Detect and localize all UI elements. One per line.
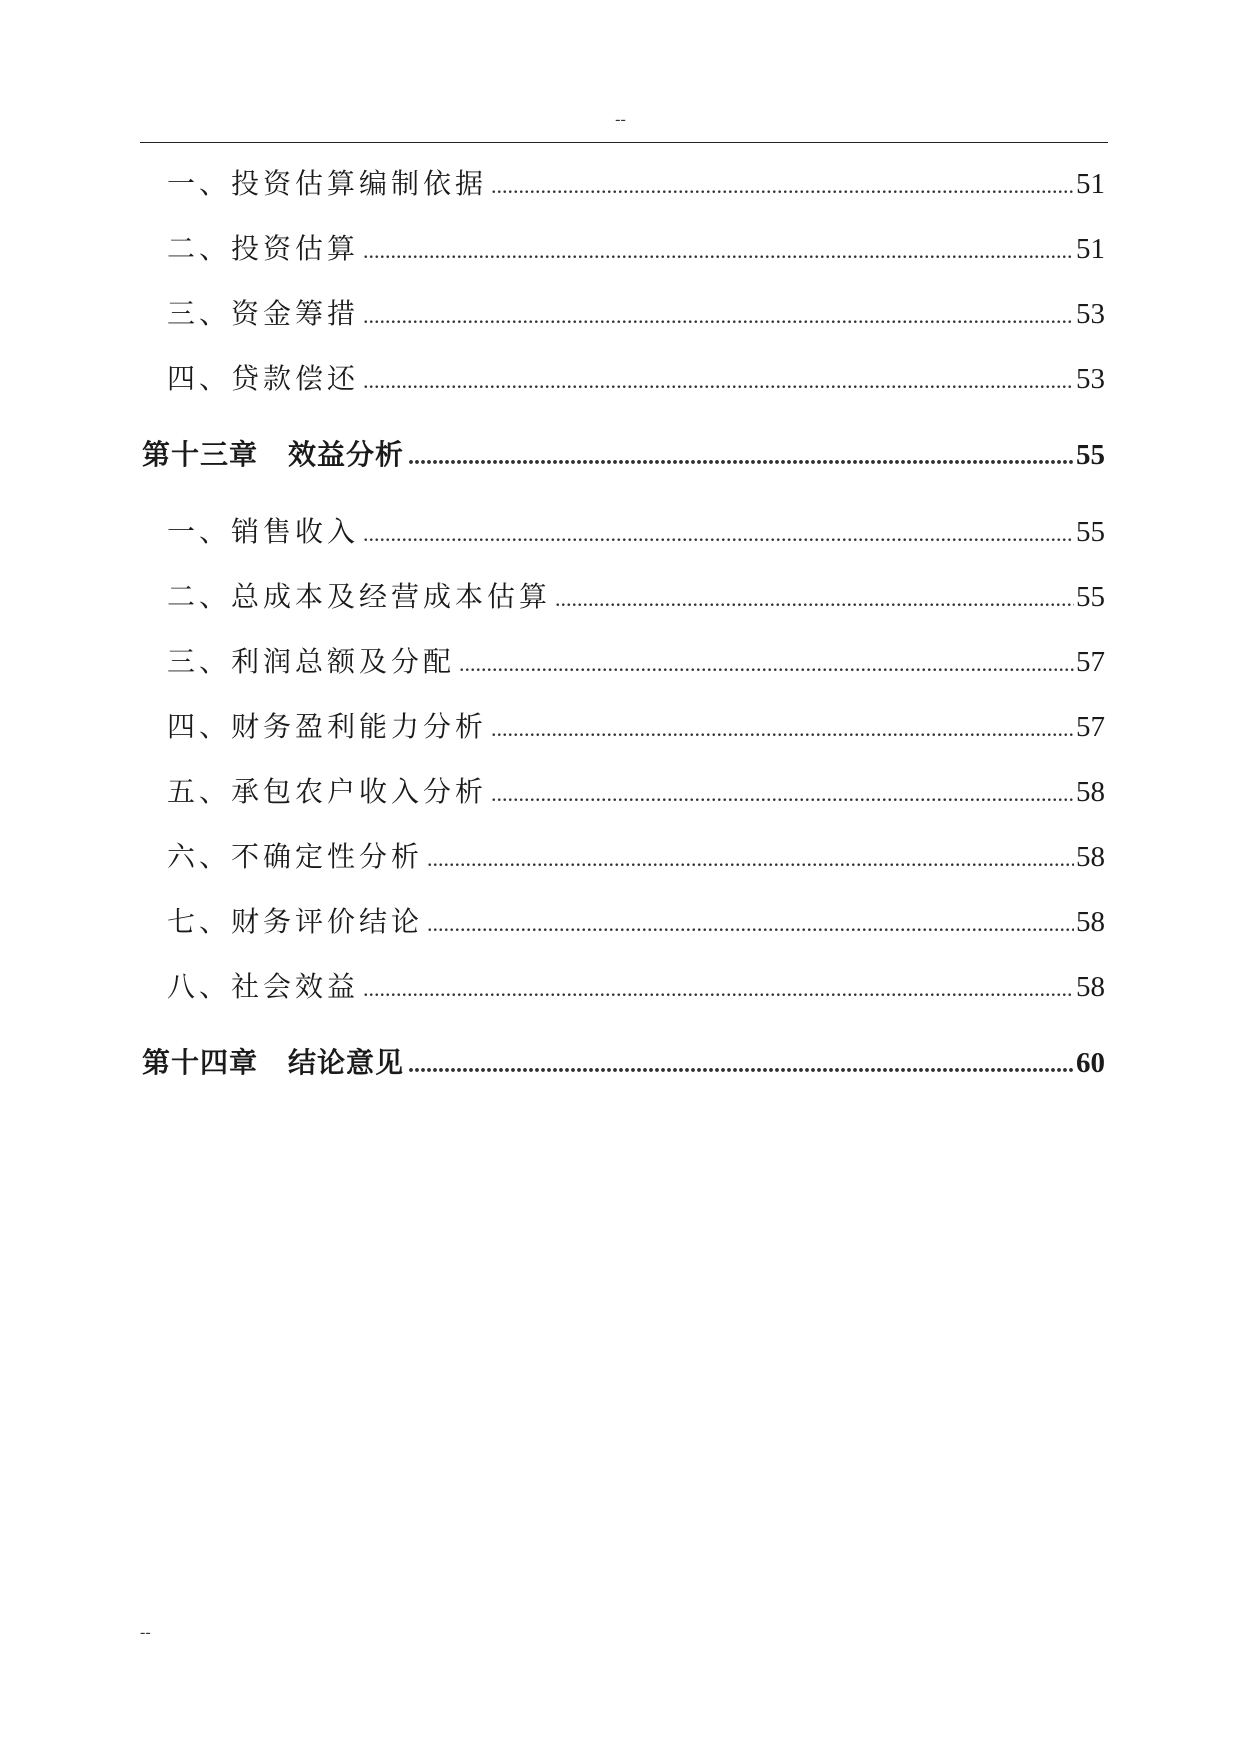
toc-leader-dots bbox=[363, 368, 1074, 394]
toc-entry-page: 53 bbox=[1076, 298, 1105, 330]
toc-leader-dots bbox=[491, 781, 1074, 807]
toc-leader-dots bbox=[555, 586, 1074, 612]
toc-entry-page: 51 bbox=[1076, 168, 1105, 200]
toc-entry-page: 55 bbox=[1076, 581, 1105, 613]
toc-chapter-number: 第十四章 bbox=[142, 1046, 259, 1079]
toc-entry[interactable] bbox=[167, 292, 1105, 332]
toc-entry-page: 58 bbox=[1076, 841, 1105, 873]
toc-chapter-entry[interactable] bbox=[142, 1041, 1105, 1081]
toc-entry-page: 55 bbox=[1076, 516, 1105, 548]
toc-entry-label: 二、总成本及经营成本估算 bbox=[167, 580, 552, 613]
toc-entry[interactable] bbox=[167, 900, 1105, 940]
toc-leader-dots bbox=[363, 303, 1074, 329]
toc-entry-label: 七、财务评价结论 bbox=[167, 905, 424, 938]
toc-entry[interactable] bbox=[167, 705, 1105, 745]
toc-leader-dots bbox=[491, 173, 1074, 199]
toc-entry[interactable] bbox=[167, 835, 1105, 875]
toc-entry[interactable] bbox=[167, 640, 1105, 680]
toc-entry[interactable] bbox=[167, 965, 1105, 1005]
page-footer-mark: -- bbox=[140, 1624, 151, 1641]
toc-leader-dots bbox=[459, 651, 1074, 677]
toc-leader-dots bbox=[408, 444, 1074, 471]
toc-leader-dots bbox=[491, 716, 1074, 742]
toc-entry-page: 51 bbox=[1076, 233, 1105, 265]
toc-leader-dots bbox=[363, 238, 1074, 264]
toc-entry[interactable] bbox=[167, 227, 1105, 267]
toc-entry-page: 57 bbox=[1076, 646, 1105, 678]
toc-entry[interactable] bbox=[167, 575, 1105, 615]
toc-entry-label: 三、利润总额及分配 bbox=[167, 645, 456, 678]
toc-chapter-label bbox=[142, 1041, 404, 1081]
toc-entry-page: 58 bbox=[1076, 971, 1105, 1003]
toc-entry-page: 53 bbox=[1076, 363, 1105, 395]
toc-leader-dots bbox=[427, 911, 1074, 937]
toc-leader-dots bbox=[363, 521, 1074, 547]
toc-leader-dots bbox=[427, 846, 1074, 872]
toc-chapter-label bbox=[142, 433, 404, 473]
toc-entry[interactable] bbox=[167, 357, 1105, 397]
toc-entry-label: 六、不确定性分析 bbox=[167, 840, 424, 873]
toc-entry[interactable] bbox=[167, 510, 1105, 550]
toc-entry-label: 四、贷款偿还 bbox=[167, 362, 360, 395]
toc-entry-page: 58 bbox=[1076, 776, 1105, 808]
toc-entry[interactable] bbox=[167, 162, 1105, 202]
toc-entry-label: 一、销售收入 bbox=[167, 515, 360, 548]
toc-entry-label: 四、财务盈利能力分析 bbox=[167, 710, 488, 743]
toc-chapter-entry[interactable] bbox=[142, 433, 1105, 473]
toc-entry-label: 一、投资估算编制依据 bbox=[167, 167, 488, 200]
toc-chapter-title: 效益分析 bbox=[288, 438, 405, 471]
toc-entry-page: 55 bbox=[1076, 439, 1105, 471]
toc-leader-dots bbox=[363, 976, 1074, 1002]
toc-entry-page: 57 bbox=[1076, 711, 1105, 743]
toc-entry-label: 八、社会效益 bbox=[167, 970, 360, 1003]
toc-leader-dots bbox=[408, 1052, 1074, 1079]
toc-chapter-number: 第十三章 bbox=[142, 438, 259, 471]
toc-entry[interactable] bbox=[167, 770, 1105, 810]
toc-entry-label: 五、承包农户收入分析 bbox=[167, 775, 488, 808]
toc-entry-page: 60 bbox=[1076, 1047, 1105, 1079]
toc-entry-label: 三、资金筹措 bbox=[167, 297, 360, 330]
toc-entry-label: 二、投资估算 bbox=[167, 232, 360, 265]
page-header-mark: -- bbox=[615, 111, 626, 128]
toc-entry-page: 58 bbox=[1076, 906, 1105, 938]
toc-chapter-title: 结论意见 bbox=[288, 1046, 405, 1079]
